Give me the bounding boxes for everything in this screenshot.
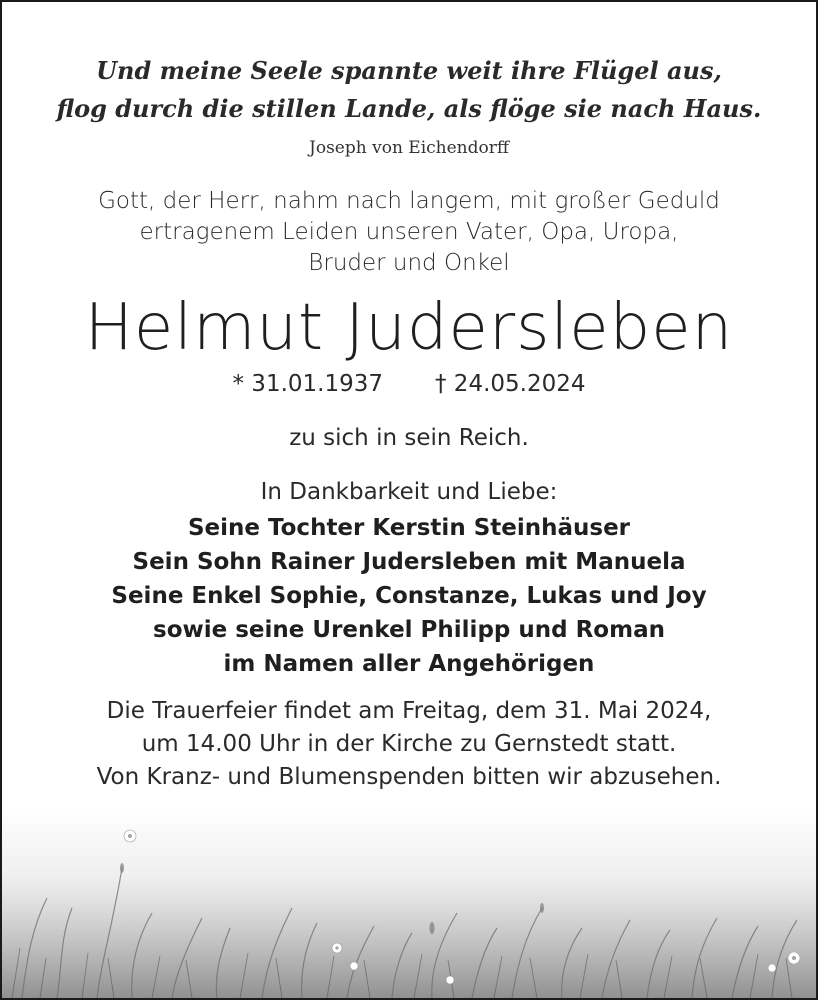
obituary-content [2, 2, 816, 794]
mourner-daughter: Seine Tochter Kerstin Steinhäuser [187, 515, 631, 541]
mourner-grandchildren: Seine Enkel Sophie, Constanze, Lukas und Joy [111, 583, 707, 609]
quote-line-2: flog durch die stillen Lande, als flöge sie nach Haus. [56, 94, 762, 123]
funeral-service-info [2, 695, 816, 794]
mourner-relatives: im Namen aller Angehörigen [223, 651, 595, 677]
thanks-heading: In Dankbarkeit und Liebe: [260, 479, 558, 505]
reich-text: zu sich in sein Reich. [289, 425, 529, 451]
service-line-3: Von Kranz- und Blumenspenden bitten wir abzusehen. [96, 764, 722, 790]
deceased-name: Helmut Judersleben [84, 291, 734, 365]
intro-text [2, 186, 816, 279]
intro-line-2: ertragenem Leiden unseren Vater, Opa, Uropa, [139, 219, 679, 245]
service-line-1: Die Trauerfeier findet am Freitag, dem 31. Mai 2024, [106, 698, 712, 724]
quote-author: Joseph von Eichendorff [309, 138, 509, 158]
intro-line-3: Bruder und Onkel [308, 250, 510, 276]
mourner-son: Sein Sohn Rainer Judersleben mit Manuela [132, 549, 686, 575]
mourner-great-grandchildren: sowie seine Urenkel Philipp und Roman [153, 617, 665, 643]
quote-line-1: Und meine Seele spannte weit ihre Flügel aus, [96, 56, 722, 85]
life-dates [2, 369, 816, 399]
intro-line-1: Gott, der Herr, nahm nach langem, mit großer Geduld [98, 188, 720, 214]
birth-date: * 31.01.1937 [232, 371, 383, 397]
mourners-list [2, 511, 816, 681]
poem-quote [2, 52, 816, 128]
service-line-2: um 14.00 Uhr in der Kirche zu Gernstedt statt. [141, 731, 677, 757]
meadow-grass-flowers-photo [2, 808, 816, 998]
death-date: † 24.05.2024 [435, 371, 586, 397]
